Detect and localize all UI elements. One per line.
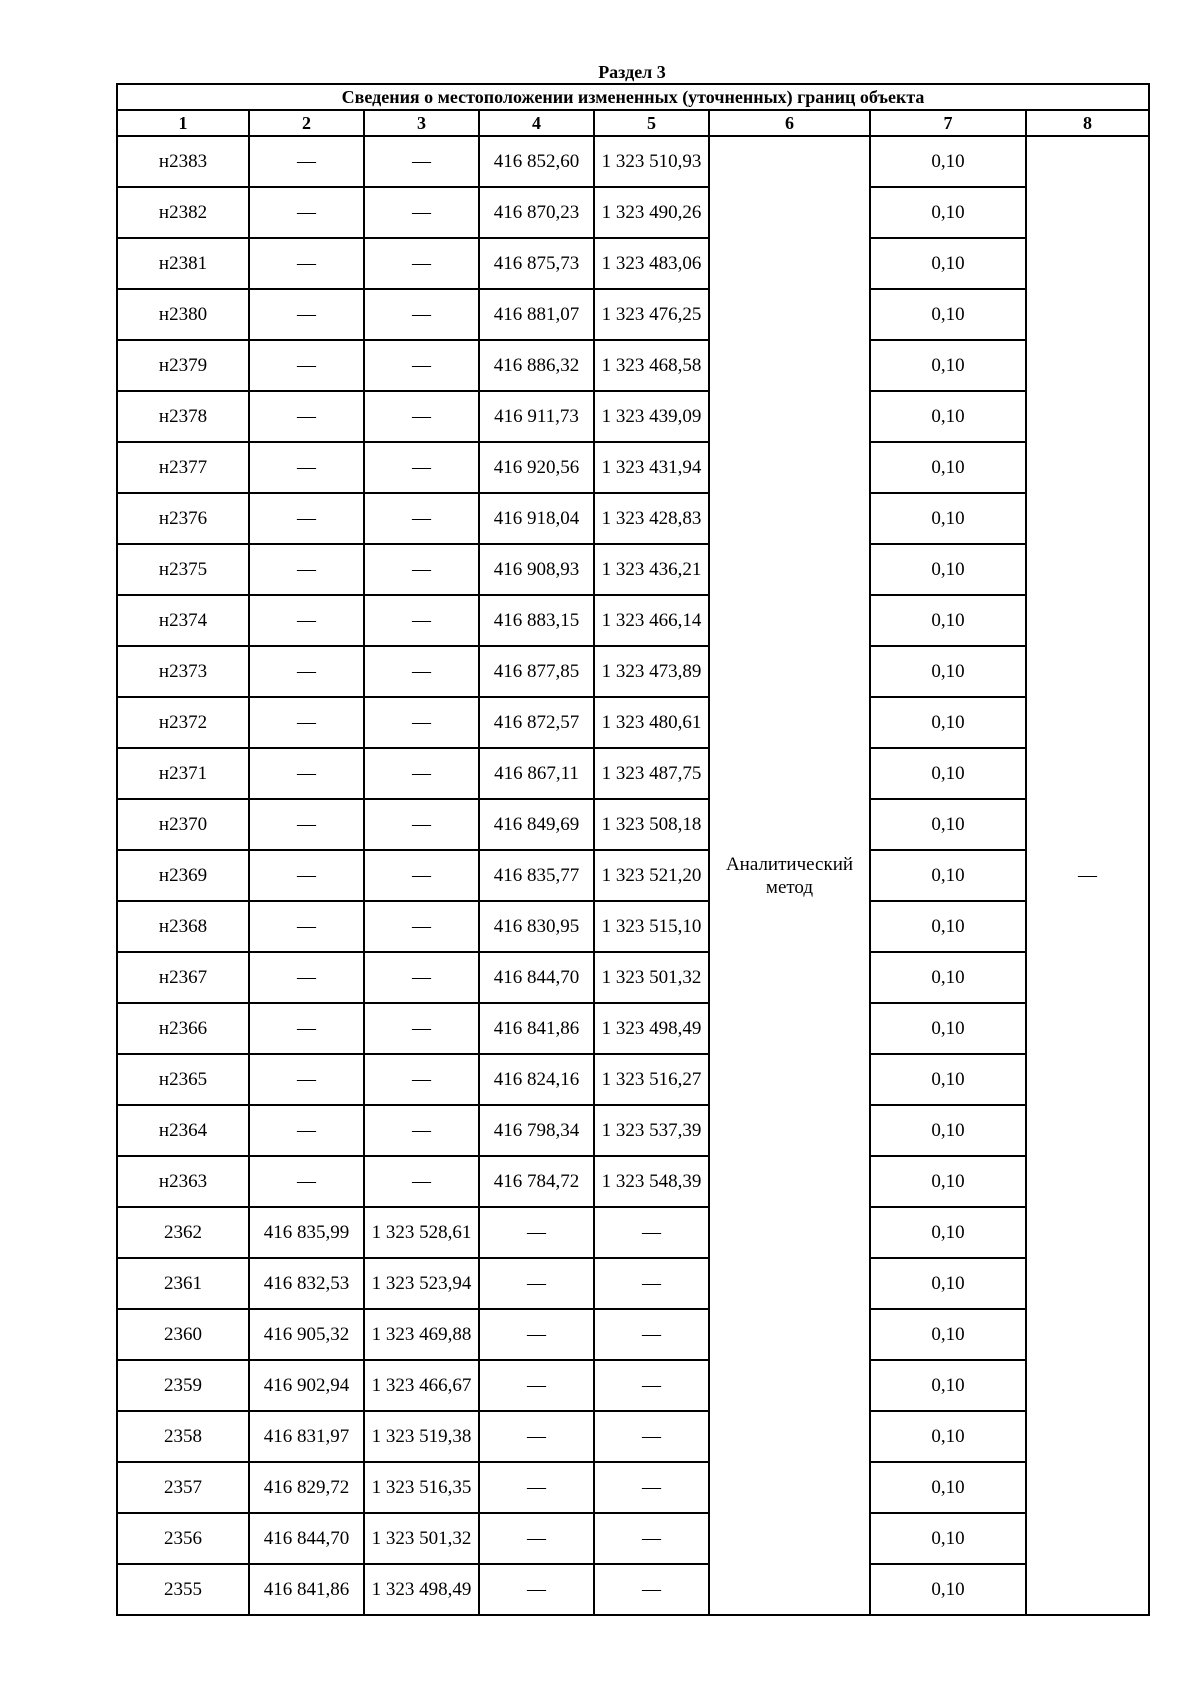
old-x-cell: — [249, 544, 364, 595]
new-x-cell: 416 824,16 [479, 1054, 594, 1105]
point-number-cell: н2379 [117, 340, 249, 391]
old-y-cell: — [364, 493, 479, 544]
table-row [117, 595, 1149, 646]
old-x-cell: 416 905,32 [249, 1309, 364, 1360]
old-x-cell: 416 902,94 [249, 1360, 364, 1411]
new-x-cell: 416 875,73 [479, 238, 594, 289]
point-number-cell: 2360 [117, 1309, 249, 1360]
table-row [117, 697, 1149, 748]
point-number-cell: н2370 [117, 799, 249, 850]
new-y-cell: 1 323 498,49 [594, 1003, 709, 1054]
table-row [117, 850, 1149, 901]
old-y-cell: — [364, 391, 479, 442]
new-x-cell: 416 835,77 [479, 850, 594, 901]
old-x-cell: — [249, 187, 364, 238]
accuracy-cell: 0,10 [870, 340, 1026, 391]
table-caption: Сведения о местоположении измененных (уточненных) границ объекта [117, 84, 1149, 110]
table-row [117, 1105, 1149, 1156]
new-x-cell: 416 849,69 [479, 799, 594, 850]
point-number-cell: н2374 [117, 595, 249, 646]
new-x-cell: 416 886,32 [479, 340, 594, 391]
new-y-cell: 1 323 431,94 [594, 442, 709, 493]
new-y-cell: 1 323 501,32 [594, 952, 709, 1003]
old-y-cell: — [364, 1105, 479, 1156]
point-number-cell: 2362 [117, 1207, 249, 1258]
new-x-cell: 416 883,15 [479, 595, 594, 646]
table-row [117, 901, 1149, 952]
accuracy-cell: 0,10 [870, 850, 1026, 901]
column-number: 2 [249, 110, 364, 136]
new-y-cell: 1 323 436,21 [594, 544, 709, 595]
old-x-cell: — [249, 952, 364, 1003]
old-x-cell: — [249, 289, 364, 340]
old-x-cell: — [249, 391, 364, 442]
old-x-cell: — [249, 748, 364, 799]
new-y-cell: — [594, 1462, 709, 1513]
point-number-cell: н2377 [117, 442, 249, 493]
new-y-cell: 1 323 480,61 [594, 697, 709, 748]
new-y-cell: — [594, 1258, 709, 1309]
old-y-cell: — [364, 901, 479, 952]
new-x-cell: — [479, 1564, 594, 1615]
method-cell: Аналитический метод [709, 136, 870, 1615]
old-x-cell: 416 829,72 [249, 1462, 364, 1513]
new-x-cell: 416 877,85 [479, 646, 594, 697]
new-y-cell: — [594, 1564, 709, 1615]
old-y-cell: 1 323 523,94 [364, 1258, 479, 1309]
accuracy-cell: 0,10 [870, 391, 1026, 442]
old-y-cell: — [364, 850, 479, 901]
accuracy-cell: 0,10 [870, 1054, 1026, 1105]
new-x-cell: 416 911,73 [479, 391, 594, 442]
point-number-cell: н2372 [117, 697, 249, 748]
accuracy-cell: 0,10 [870, 1564, 1026, 1615]
table-row [117, 1054, 1149, 1105]
point-number-cell: н2363 [117, 1156, 249, 1207]
point-number-cell: н2371 [117, 748, 249, 799]
old-y-cell: — [364, 340, 479, 391]
new-y-cell: 1 323 521,20 [594, 850, 709, 901]
new-y-cell: 1 323 483,06 [594, 238, 709, 289]
point-number-cell: н2382 [117, 187, 249, 238]
old-x-cell: — [249, 493, 364, 544]
old-x-cell: 416 835,99 [249, 1207, 364, 1258]
new-y-cell: 1 323 515,10 [594, 901, 709, 952]
table-row [117, 391, 1149, 442]
point-number-cell: 2359 [117, 1360, 249, 1411]
point-number-cell: н2367 [117, 952, 249, 1003]
boundary-table [116, 83, 1150, 1616]
table-row [117, 799, 1149, 850]
point-number-cell: н2366 [117, 1003, 249, 1054]
table-row [117, 1462, 1149, 1513]
point-number-cell: н2380 [117, 289, 249, 340]
table-row [117, 1360, 1149, 1411]
point-number-cell: н2375 [117, 544, 249, 595]
point-number-cell: н2369 [117, 850, 249, 901]
accuracy-cell: 0,10 [870, 1309, 1026, 1360]
old-y-cell: — [364, 595, 479, 646]
point-number-cell: н2378 [117, 391, 249, 442]
table-row [117, 1003, 1149, 1054]
old-x-cell: — [249, 1156, 364, 1207]
new-x-cell: 416 920,56 [479, 442, 594, 493]
old-x-cell: 416 832,53 [249, 1258, 364, 1309]
new-x-cell: — [479, 1462, 594, 1513]
new-x-cell: 416 867,11 [479, 748, 594, 799]
accuracy-cell: 0,10 [870, 1105, 1026, 1156]
table-row [117, 493, 1149, 544]
old-x-cell: — [249, 1003, 364, 1054]
column-number: 5 [594, 110, 709, 136]
old-y-cell: — [364, 1003, 479, 1054]
old-x-cell: — [249, 901, 364, 952]
table-body [117, 136, 1149, 1615]
old-y-cell: — [364, 136, 479, 187]
old-y-cell: — [364, 646, 479, 697]
new-x-cell: — [479, 1309, 594, 1360]
new-x-cell: 416 852,60 [479, 136, 594, 187]
accuracy-cell: 0,10 [870, 595, 1026, 646]
new-x-cell: 416 870,23 [479, 187, 594, 238]
accuracy-cell: 0,10 [870, 1156, 1026, 1207]
new-x-cell: — [479, 1411, 594, 1462]
old-y-cell: — [364, 799, 479, 850]
new-y-cell: 1 323 439,09 [594, 391, 709, 442]
new-y-cell: 1 323 468,58 [594, 340, 709, 391]
accuracy-cell: 0,10 [870, 493, 1026, 544]
old-x-cell: — [249, 799, 364, 850]
old-x-cell: — [249, 850, 364, 901]
table-row [117, 952, 1149, 1003]
point-number-cell: 2358 [117, 1411, 249, 1462]
table-row [117, 1207, 1149, 1258]
table-row [117, 187, 1149, 238]
column-number: 1 [117, 110, 249, 136]
new-y-cell: — [594, 1411, 709, 1462]
accuracy-cell: 0,10 [870, 748, 1026, 799]
old-y-cell: 1 323 498,49 [364, 1564, 479, 1615]
new-y-cell: 1 323 537,39 [594, 1105, 709, 1156]
old-x-cell: — [249, 136, 364, 187]
table-row [117, 340, 1149, 391]
old-y-cell: — [364, 1156, 479, 1207]
column-number: 4 [479, 110, 594, 136]
new-y-cell: — [594, 1360, 709, 1411]
new-y-cell: 1 323 473,89 [594, 646, 709, 697]
new-y-cell: 1 323 508,18 [594, 799, 709, 850]
accuracy-cell: 0,10 [870, 238, 1026, 289]
new-y-cell: 1 323 428,83 [594, 493, 709, 544]
table-row [117, 136, 1149, 187]
accuracy-cell: 0,10 [870, 1411, 1026, 1462]
new-y-cell: 1 323 548,39 [594, 1156, 709, 1207]
old-x-cell: — [249, 697, 364, 748]
accuracy-cell: 0,10 [870, 697, 1026, 748]
accuracy-cell: 0,10 [870, 1462, 1026, 1513]
point-number-cell: н2368 [117, 901, 249, 952]
new-y-cell: 1 323 516,27 [594, 1054, 709, 1105]
accuracy-cell: 0,10 [870, 799, 1026, 850]
table-row [117, 1411, 1149, 1462]
point-number-cell: 2356 [117, 1513, 249, 1564]
new-x-cell: 416 908,93 [479, 544, 594, 595]
table-row [117, 544, 1149, 595]
table-row [117, 1258, 1149, 1309]
accuracy-cell: 0,10 [870, 442, 1026, 493]
accuracy-cell: 0,10 [870, 901, 1026, 952]
old-y-cell: — [364, 238, 479, 289]
old-y-cell: — [364, 442, 479, 493]
table-row [117, 289, 1149, 340]
old-x-cell: — [249, 340, 364, 391]
accuracy-cell: 0,10 [870, 289, 1026, 340]
new-y-cell: — [594, 1207, 709, 1258]
new-x-cell: 416 918,04 [479, 493, 594, 544]
table-row [117, 1513, 1149, 1564]
old-y-cell: 1 323 516,35 [364, 1462, 479, 1513]
point-number-cell: н2376 [117, 493, 249, 544]
accuracy-cell: 0,10 [870, 1258, 1026, 1309]
point-number-cell: 2355 [117, 1564, 249, 1615]
accuracy-cell: 0,10 [870, 952, 1026, 1003]
point-number-cell: 2361 [117, 1258, 249, 1309]
column-number: 3 [364, 110, 479, 136]
col8-cell: — [1026, 136, 1149, 1615]
old-y-cell: — [364, 1054, 479, 1105]
old-y-cell: 1 323 501,32 [364, 1513, 479, 1564]
accuracy-cell: 0,10 [870, 544, 1026, 595]
new-x-cell: 416 872,57 [479, 697, 594, 748]
new-x-cell: 416 798,34 [479, 1105, 594, 1156]
column-number: 6 [709, 110, 870, 136]
point-number-cell: н2365 [117, 1054, 249, 1105]
table-row [117, 1564, 1149, 1615]
old-x-cell: 416 841,86 [249, 1564, 364, 1615]
point-number-cell: 2357 [117, 1462, 249, 1513]
new-y-cell: 1 323 487,75 [594, 748, 709, 799]
new-x-cell: — [479, 1258, 594, 1309]
accuracy-cell: 0,10 [870, 1207, 1026, 1258]
old-y-cell: 1 323 519,38 [364, 1411, 479, 1462]
new-y-cell: 1 323 476,25 [594, 289, 709, 340]
table-row [117, 442, 1149, 493]
accuracy-cell: 0,10 [870, 1360, 1026, 1411]
new-y-cell: — [594, 1513, 709, 1564]
point-number-cell: н2381 [117, 238, 249, 289]
new-x-cell: — [479, 1513, 594, 1564]
old-y-cell: 1 323 469,88 [364, 1309, 479, 1360]
section-title: Раздел 3 [598, 62, 666, 82]
new-y-cell: 1 323 490,26 [594, 187, 709, 238]
old-y-cell: — [364, 544, 479, 595]
old-y-cell: — [364, 187, 479, 238]
old-y-cell: — [364, 952, 479, 1003]
column-number: 7 [870, 110, 1026, 136]
table-row [117, 1156, 1149, 1207]
point-number-cell: н2373 [117, 646, 249, 697]
old-x-cell: — [249, 442, 364, 493]
accuracy-cell: 0,10 [870, 187, 1026, 238]
table-row [117, 238, 1149, 289]
point-number-cell: н2364 [117, 1105, 249, 1156]
old-y-cell: — [364, 748, 479, 799]
new-y-cell: — [594, 1309, 709, 1360]
old-y-cell: — [364, 289, 479, 340]
accuracy-cell: 0,10 [870, 1513, 1026, 1564]
old-x-cell: 416 831,97 [249, 1411, 364, 1462]
old-x-cell: — [249, 646, 364, 697]
new-x-cell: — [479, 1207, 594, 1258]
table-row [117, 646, 1149, 697]
table-row [117, 748, 1149, 799]
old-x-cell: — [249, 1105, 364, 1156]
column-number: 8 [1026, 110, 1149, 136]
accuracy-cell: 0,10 [870, 1003, 1026, 1054]
new-x-cell: 416 784,72 [479, 1156, 594, 1207]
old-y-cell: — [364, 697, 479, 748]
new-x-cell: 416 844,70 [479, 952, 594, 1003]
new-y-cell: 1 323 466,14 [594, 595, 709, 646]
new-y-cell: 1 323 510,93 [594, 136, 709, 187]
table-row [117, 1309, 1149, 1360]
accuracy-cell: 0,10 [870, 136, 1026, 187]
old-x-cell: — [249, 595, 364, 646]
old-x-cell: — [249, 1054, 364, 1105]
new-x-cell: 416 881,07 [479, 289, 594, 340]
point-number-cell: н2383 [117, 136, 249, 187]
accuracy-cell: 0,10 [870, 646, 1026, 697]
old-x-cell: — [249, 238, 364, 289]
old-x-cell: 416 844,70 [249, 1513, 364, 1564]
old-y-cell: 1 323 466,67 [364, 1360, 479, 1411]
new-x-cell: 416 841,86 [479, 1003, 594, 1054]
new-x-cell: — [479, 1360, 594, 1411]
old-y-cell: 1 323 528,61 [364, 1207, 479, 1258]
new-x-cell: 416 830,95 [479, 901, 594, 952]
